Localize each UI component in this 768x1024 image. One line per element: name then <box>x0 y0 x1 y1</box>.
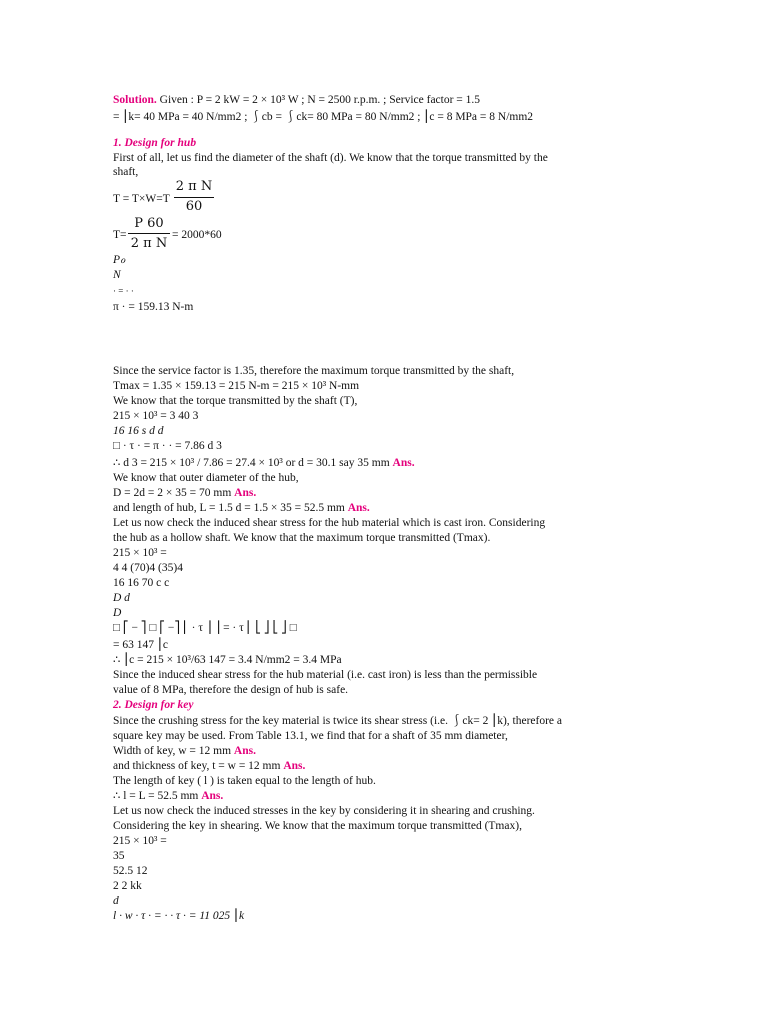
given-line <box>113 93 480 107</box>
outer-diameter-line: D = 2d = 2 × 35 = 70 mm Ans. <box>113 487 257 499</box>
ans-label: Ans. <box>392 457 415 469</box>
text-line: 35 <box>113 850 125 862</box>
solution-label: Solution. <box>113 94 157 106</box>
text-line: The length of key ( l ) is taken equal to the length of hub. <box>113 775 376 787</box>
text-line: l · w · τ · = · · τ · = 11 025 ⎮k <box>113 910 245 922</box>
key-length-line: ∴ l = L = 52.5 mm Ans. <box>113 790 224 802</box>
hub-heading: 1. Design for hub <box>113 137 197 149</box>
eq2-denominator: 2 π N <box>130 236 168 251</box>
text-line: · = · · <box>113 286 134 296</box>
eq2-numerator: P 60 <box>134 216 164 231</box>
text-line: N <box>113 269 121 281</box>
hub-length-line: and length of hub, L = 1.5 d = 1.5 × 35 = 52.5 mm Ans. <box>113 502 370 514</box>
key-heading: 2. Design for key <box>113 699 194 711</box>
text-line: □ · τ · = π · · = 7.86 d 3 <box>113 440 222 452</box>
eq2-fraction-bar <box>128 233 170 234</box>
text-line: Since the service factor is 1.35, therefore the maximum torque transmitted by the shaft, <box>113 365 515 377</box>
text-line: 215 × 10³ = <box>113 835 167 847</box>
given-text: Given : P = 2 kW = 2 × 10³ W ; N = 2500 r.p.m. ; Service factor = 1.5 <box>156 94 481 106</box>
key-thickness-line: and thickness of key, t = w = 12 mm Ans. <box>113 760 306 772</box>
eq2-left: T= <box>113 229 127 241</box>
torque-result: π · = 159.13 N-m <box>113 301 194 313</box>
text-line: 16 16 70 c c <box>113 577 170 589</box>
eq1-denominator: 60 <box>185 199 203 214</box>
text-line: d <box>113 895 119 907</box>
text-line: Since the induced shear stress for the hub material (i.e. cast iron) is less than the permissible <box>113 669 538 681</box>
hub-stress-result: ∴ ⎮c = 215 × 10³/63 147 = 3.4 N/mm2 = 3.4 MPa <box>113 654 342 666</box>
text-line: D d <box>113 592 130 604</box>
text-line: Considering the key in shearing. We know that the maximum torque transmitted (Tmax), <box>113 820 522 832</box>
text-line: 215 × 10³ = 3 40 3 <box>113 410 199 422</box>
text-line: the hub as a hollow shaft. We know that the maximum torque transmitted (Tmax). <box>113 532 491 544</box>
text-line: 215 × 10³ = <box>113 547 167 559</box>
text-line: We know that the torque transmitted by the shaft (T), <box>113 395 358 407</box>
eq1-numerator: 2 π N <box>175 179 213 194</box>
eq1-fraction-bar <box>174 197 214 198</box>
text-line: 4 4 (70)4 (35)4 <box>113 562 183 574</box>
ans-label: Ans. <box>201 790 224 802</box>
text-line: shaft, <box>113 166 139 178</box>
text-line: 2 2 kk <box>113 880 142 892</box>
text-line: Let us now check the induced shear stress for the hub material which is cast iron. Considering <box>113 517 546 529</box>
ans-label: Ans. <box>233 745 256 757</box>
text-line: Pℴ <box>113 254 126 266</box>
text-line: We know that outer diameter of the hub, <box>113 472 299 484</box>
text-line: Tmax = 1.35 × 159.13 = 215 N-m = 215 × 10³ N-mm <box>113 380 360 392</box>
text-line: = 63 147 ⎮c <box>113 639 168 651</box>
text-line: value of 8 MPa, therefore the design of hub is safe. <box>113 684 349 696</box>
text-line: □ ⎡ − ⎤ □ ⎡ −⎤ ⎢ · τ ⎥ ⎥ = · τ ⎢ ⎣ ⎦ ⎣ ⎦ □ <box>113 622 297 634</box>
text-line: 16 16 s d d <box>113 425 164 437</box>
text-line: D <box>113 607 122 619</box>
shaft-diameter-line: ∴ d 3 = 215 × 10³ / 7.86 = 27.4 × 10³ or d = 30.1 say 35 mm Ans. <box>113 457 415 469</box>
given-stresses: = ⎮k= 40 MPa = 40 N/mm2 ; ⎰cb = ⎰ck= 80 MPa = 80 N/mm2 ; ⎮c = 8 MPa = 8 N/mm2 <box>113 111 534 123</box>
text-line: Let us now check the induced stresses in the key by considering it in shearing and crushing. <box>113 805 535 817</box>
text-line: square key may be used. From Table 13.1, we find that for a shaft of 35 mm diameter, <box>113 730 508 742</box>
ans-label: Ans. <box>283 760 306 772</box>
ans-label: Ans. <box>234 487 257 499</box>
eq2-right: = 2000*60 <box>172 229 222 241</box>
text-line: 52.5 12 <box>113 865 148 877</box>
text-line: First of all, let us find the diameter of the shaft (d). We know that the torque transmitted by the <box>113 152 548 164</box>
text-line: Since the crushing stress for the key material is twice its shear stress (i.e. ⎰ck= 2 ⎮k), therefore a <box>113 715 563 727</box>
key-width-line: Width of key, w = 12 mm Ans. <box>113 745 256 757</box>
eq1-left: T = T×W=T <box>113 193 170 205</box>
ans-label: Ans. <box>347 502 370 514</box>
